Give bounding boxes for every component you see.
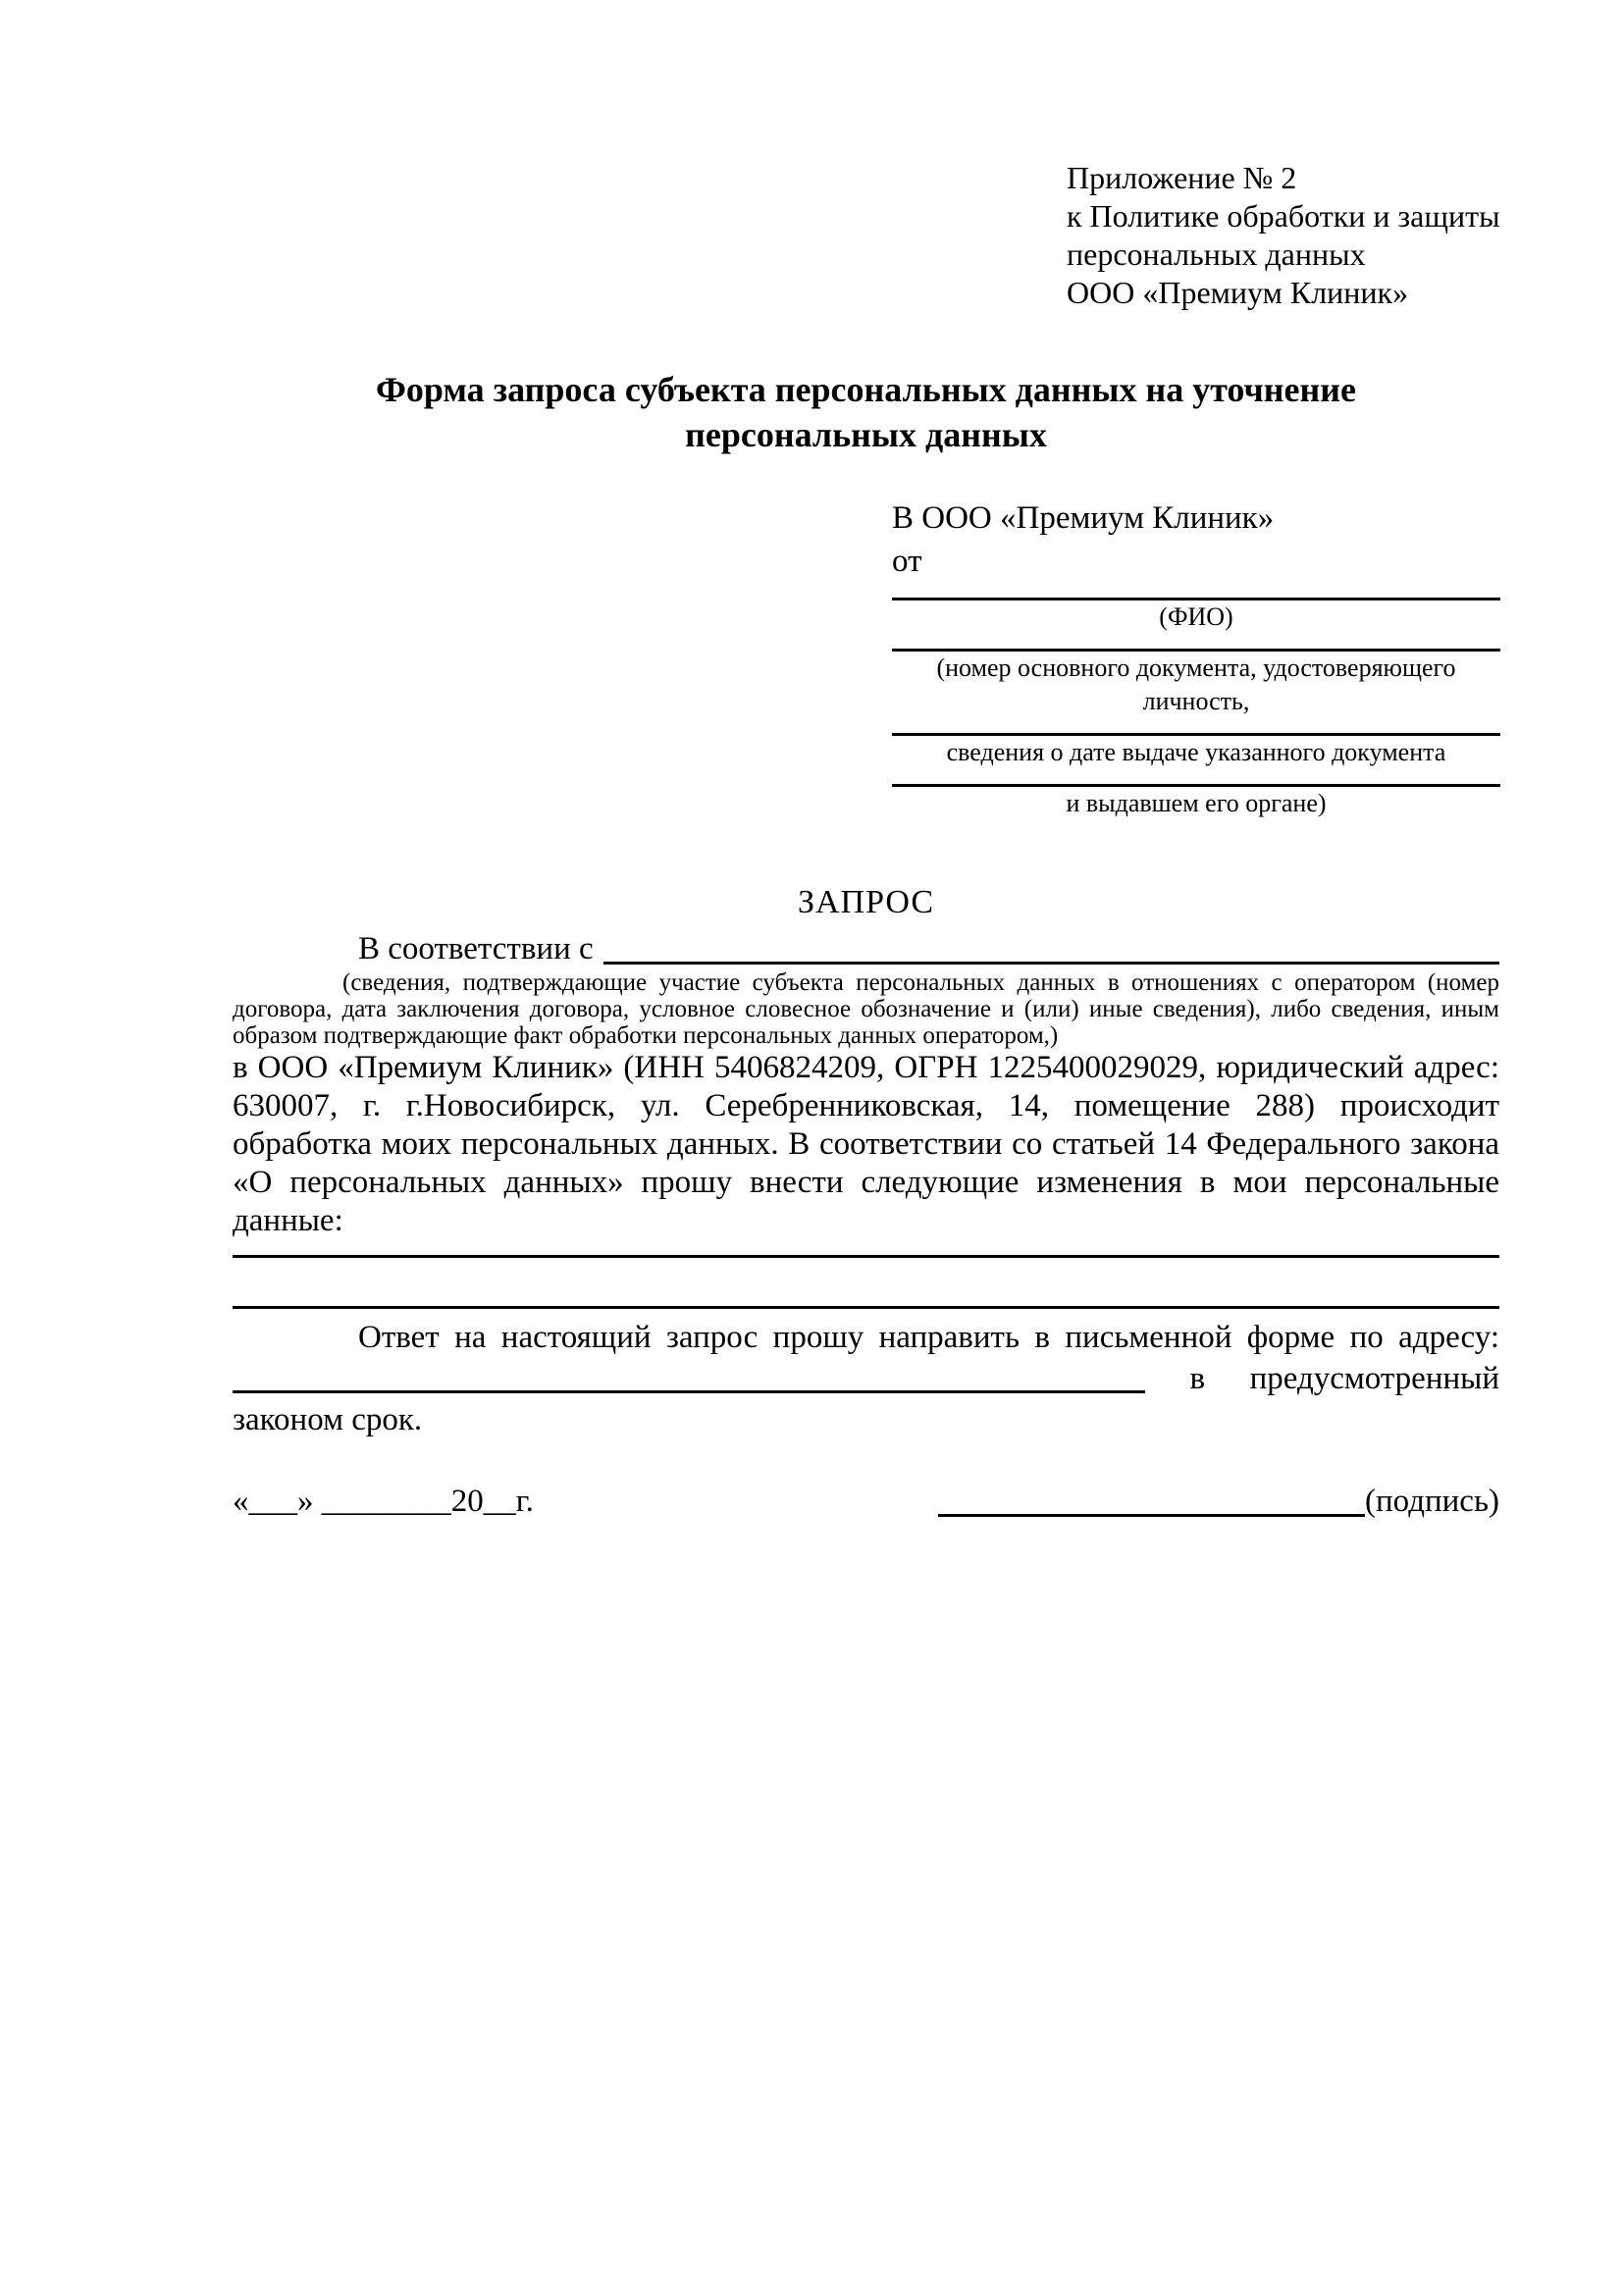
signature-caption: (подпись) [1365, 1484, 1499, 1519]
request-heading: ЗАПРОС [797, 884, 935, 920]
address-blank-line [233, 1390, 1145, 1393]
appendix-header-line: ООО «Премиум Клиник» [1067, 275, 1409, 310]
addressee-from-label: от [892, 544, 922, 579]
response-paragraph-line3: законом срок. [233, 1402, 423, 1437]
footnote-text: (сведения, подтверждающие участие субъекта персональных данных в отношениях с оператором (номер договора, дата заключения договора, условное словесное обозначение и (или) иные сведения), либо сведения, иным образом подтверждающие факт обработки персональных данных оператором,) [233, 969, 1499, 1049]
document-number-caption: (номер основного документа, удостоверяющего личность, [936, 653, 1456, 715]
fio-field-line [892, 583, 1500, 600]
appendix-header-line: к Политике обработки и защиты [1067, 198, 1500, 234]
issue-date-caption: сведения о дате выдаче указанного документа [946, 738, 1446, 766]
signature-line [938, 1514, 1365, 1517]
addressee-to: В ООО «Премиум Клиник» [892, 500, 1275, 536]
response-word-v: в [1189, 1361, 1206, 1396]
document-title: Форма запроса субъекта персональных данных на уточнение персональных данных [376, 370, 1356, 454]
request-body-paragraph: в ООО «Премиум Клиник» (ИНН 5406824209, ОГРН 1225400029029, юридический адрес: 630007, г. г.Новосибирск, ул. Серебренниковская, 14, помещение 288) происходит обработка моих персональных данных. В соответствии со статьей 14 Федерального закона «О персональных данных» прошу внести следующие изменения в мои персональные данные: [233, 1050, 1499, 1238]
date-signature-row [233, 1480, 1499, 1523]
changes-blank-line-1 [233, 1240, 1499, 1258]
changes-blank-line-2 [233, 1258, 1499, 1309]
fio-caption: (ФИО) [1159, 602, 1233, 631]
compliance-prefix: В соответствии с [358, 931, 594, 966]
response-address-row [233, 1358, 1499, 1399]
response-word-term: предусмотренный [1249, 1361, 1499, 1396]
signature-group [938, 1480, 1499, 1523]
date-blank: «___» ________20__г. [233, 1484, 534, 1519]
document-number-field-line [892, 634, 1500, 652]
compliance-blank-line [603, 962, 1499, 965]
compliance-row [233, 928, 1499, 969]
appendix-header [1067, 159, 1499, 312]
response-paragraph-line1: Ответ на настоящий запрос прошу направить в письменной форме по адресу: [358, 1320, 1499, 1355]
issuing-authority-caption: и выдавшем его органе) [1066, 789, 1327, 817]
issue-date-field-line [892, 718, 1500, 736]
appendix-header-line: персональных данных [1067, 236, 1366, 272]
addressee-block [892, 496, 1500, 820]
issuing-authority-field-line [892, 769, 1500, 787]
appendix-header-line: Приложение № 2 [1067, 160, 1297, 195]
